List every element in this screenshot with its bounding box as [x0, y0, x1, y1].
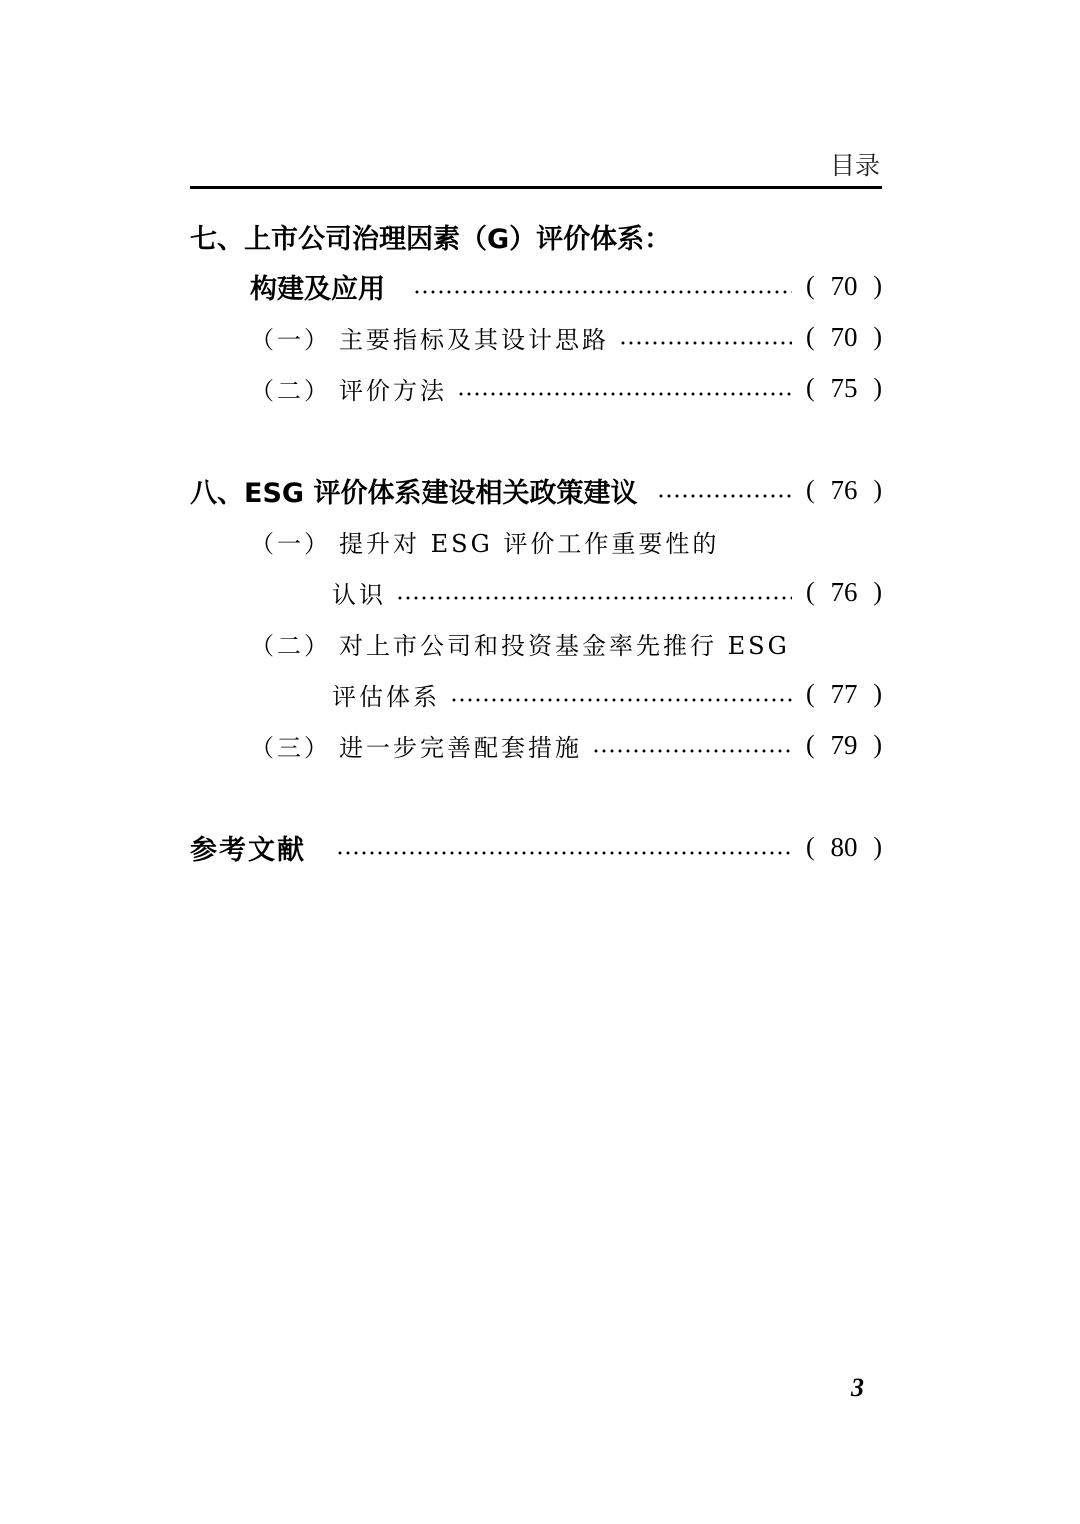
paren-open: (	[806, 577, 815, 606]
toc-entry-s8-2[interactable]	[190, 623, 882, 663]
page-number: 70	[830, 270, 858, 301]
page-number: 70	[830, 321, 858, 352]
paren-open: (	[806, 271, 815, 300]
toc-page	[806, 322, 882, 353]
paren-open: (	[806, 475, 815, 504]
paren-open: (	[806, 730, 815, 759]
toc-page	[806, 832, 882, 863]
toc-label: （一）	[250, 325, 331, 354]
toc-page	[806, 373, 882, 404]
toc-entry-s8-1[interactable]	[190, 521, 882, 561]
paren-open: (	[806, 373, 815, 402]
toc-title: 对上市公司和投资基金率先推行 ESG	[339, 631, 790, 660]
toc-entry-s7[interactable]	[190, 216, 882, 256]
dot-leader	[336, 827, 792, 867]
toc-entry-s7-line2[interactable]	[190, 266, 882, 306]
toc-label: （三）	[250, 733, 331, 762]
page-number: 79	[830, 729, 858, 760]
toc-label: （二）	[250, 376, 331, 405]
toc-page	[806, 475, 882, 506]
page-number: 80	[830, 831, 858, 862]
toc-page	[806, 271, 882, 302]
paren-open: (	[806, 679, 815, 708]
toc-entry-s8[interactable]	[190, 470, 882, 510]
paren-close: )	[873, 577, 882, 606]
page-number: 75	[830, 372, 858, 403]
toc-title: 评估体系	[332, 682, 440, 711]
page-number: 76	[830, 474, 858, 505]
paren-close: )	[873, 475, 882, 504]
paren-close: )	[873, 322, 882, 351]
toc-title: 八、ESG 评价体系建设相关政策建议	[190, 477, 638, 509]
toc-label: （一）	[250, 529, 331, 558]
paren-close: )	[873, 832, 882, 861]
toc-entry-s7-1[interactable]	[190, 317, 882, 357]
toc-entry-s7-2[interactable]	[190, 368, 882, 408]
toc-entry-s8-3[interactable]	[190, 725, 882, 765]
toc-title: 认识	[332, 580, 386, 609]
toc-title: 评价方法	[339, 376, 447, 405]
toc-title: 主要指标及其设计思路	[339, 325, 609, 354]
toc-label: （二）	[250, 631, 331, 660]
paren-open: (	[806, 322, 815, 351]
toc-entry-s8-2-line2[interactable]	[190, 674, 882, 714]
toc-entry-refs[interactable]	[190, 827, 882, 867]
dot-leader	[592, 725, 792, 765]
folio-page-number: 3	[851, 1373, 864, 1402]
header-rule	[190, 186, 882, 189]
dot-leader	[450, 674, 792, 714]
dot-leader	[657, 470, 792, 510]
paren-close: )	[873, 271, 882, 300]
paren-close: )	[873, 730, 882, 759]
toc-title: 进一步完善配套措施	[339, 733, 582, 762]
dot-leader	[457, 368, 792, 408]
paren-close: )	[873, 679, 882, 708]
toc-title: 七、上市公司治理因素（G）评价体系：	[190, 223, 672, 255]
toc-title: 提升对 ESG 评价工作重要性的	[339, 529, 720, 558]
dot-leader	[619, 317, 792, 357]
toc-page	[806, 730, 882, 761]
page-number: 77	[830, 678, 858, 709]
paren-close: )	[873, 373, 882, 402]
toc-title: 参考文献	[190, 834, 306, 866]
running-header: 目录	[829, 151, 880, 180]
page-number: 76	[830, 576, 858, 607]
dot-leader	[396, 572, 792, 612]
toc-entry-s8-1-line2[interactable]	[190, 572, 882, 612]
toc-page	[806, 679, 882, 710]
toc-title: 构建及应用	[250, 273, 385, 305]
paren-open: (	[806, 832, 815, 861]
dot-leader	[413, 266, 792, 306]
toc-page	[806, 577, 882, 608]
